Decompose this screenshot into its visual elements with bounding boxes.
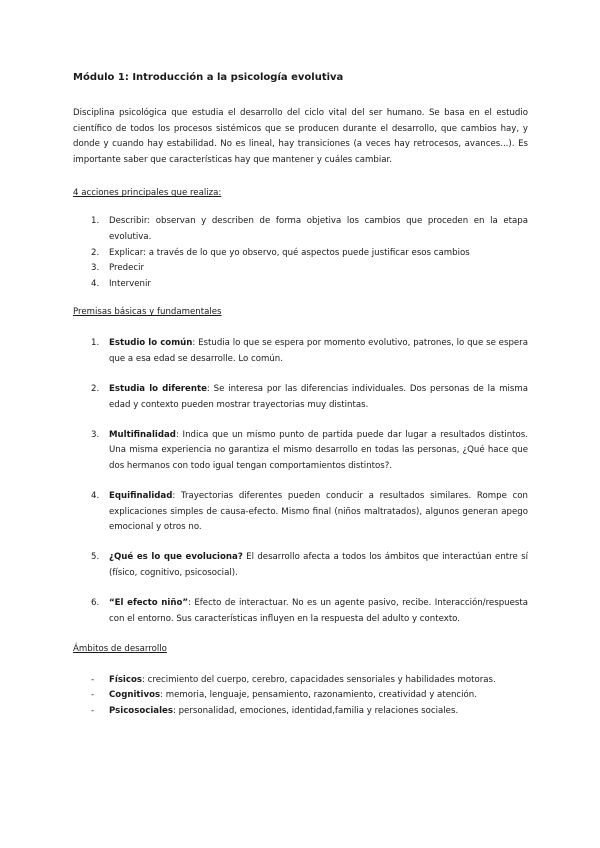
list-item: 2. Estudia lo diferente: Se interesa por las diferencias individuales. Dos personas de la misma edad y contexto pueden mostrar trayectorias muy distintas. — [91, 384, 528, 410]
list-item: - Cognitivos: memoria, lenguaje, pensamiento, razonamiento, creatividad y atención. — [91, 690, 477, 701]
ambitos-list — [73, 673, 528, 720]
document-page — [73, 70, 528, 719]
list-item: 2. Explicar: a través de lo que yo observo, qué aspectos puede justificar esos cambios — [91, 247, 470, 258]
ambitos-heading: Ámbitos de desarrollo — [73, 643, 167, 654]
list-item: - Físicos: crecimiento del cuerpo, cerebro, capacidades sensoriales y habilidades motoras. — [91, 674, 496, 685]
acciones-list — [73, 214, 528, 292]
list-item: 1. Estudio lo común: Estudia lo que se espera por momento evolutivo, patrones, lo que se espera que a esa edad se desarrolle. Lo común. — [91, 338, 528, 364]
premisas-list — [73, 336, 528, 627]
list-item: - Psicosociales: personalidad, emociones, identidad,familia y relaciones sociales. — [91, 705, 459, 716]
acciones-heading: 4 acciones principales que realiza: — [73, 188, 222, 199]
page-title: Módulo 1: Introducción a la psicología evolutiva — [73, 72, 344, 83]
list-item: 3. Predecir — [91, 263, 145, 274]
list-item: 4. Equifinalidad: Trayectorias diferentes pueden conducir a resultados similares. Rompe con explicaciones simples de causa-efecto. Mismo final (niños maltratados), algunos generan apego emocional y otros no. — [91, 491, 528, 533]
list-item: 1. Describir: observan y describen de forma objetiva los cambios que proceden en la etapa evolutiva. — [91, 216, 528, 242]
list-item: 3. Multifinalidad: Indica que un mismo punto de partida puede dar lugar a resultados distintos. Una misma experiencia no garantiza el mismo desarrollo en todas las personas, ¿Qué hace que dos hermanos con todo igual tengan comportamientos distintos?. — [91, 429, 528, 471]
list-item: 6. “El efecto niño”: Efecto de interactuar. No es un agente pasivo, recibe. Interacción/respuesta con el entorno. Sus características influyen en la respuesta del adulto y contexto. — [91, 597, 528, 624]
list-item: 4. Intervenir — [91, 278, 151, 289]
intro-paragraph: Disciplina psicológica que estudia el desarrollo del ciclo vital del ser humano. Se basa en el estudio científico de todos los procesos sistémicos que se producen durante el desarrollo, que cambios hay, y donde y cuando hay estabilidad. No es lineal, hay transiciones (a veces hay retrocesos, avances...). Es importante saber que características hay que mantener y cuáles cambiar. — [73, 108, 528, 165]
premisas-heading: Premisas básicas y fundamentales — [73, 307, 222, 318]
list-item: 5. ¿Qué es lo que evoluciona? El desarrollo afecta a todos los ámbitos que interactúan entre sí (físico, cognitivo, psicosocial). — [91, 552, 529, 578]
